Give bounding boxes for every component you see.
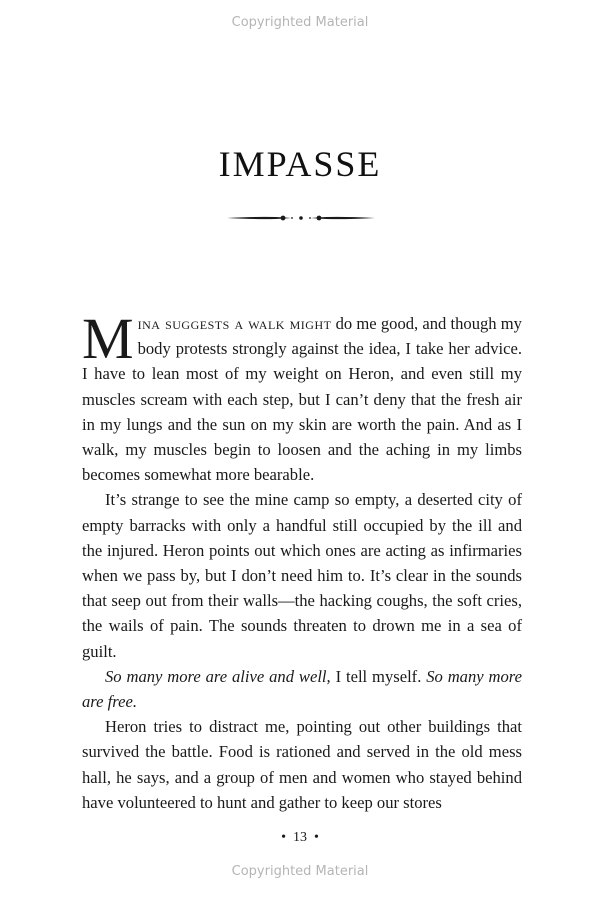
paragraph-2: It’s strange to see the mine camp so empty, a deserted city of empty barracks with only a handful still occupied by the ill and the injured. Heron points out which ones are acting as infirmaries when we pass by, but I don’t need him to. It’s clear in the sounds that seep out from their walls—the hacking coughs, the soft cries, the wails of pain. The sounds threaten to drown me in a sea of guilt.	[82, 490, 522, 661]
paragraph-3	[82, 664, 522, 714]
page-number	[0, 830, 600, 846]
bullet-right-icon: •	[314, 830, 319, 845]
chapter-body	[82, 306, 522, 815]
paragraph-1-text: do me good, and though my body protests strongly against the idea, I take her advice. I have to lean most of my weight on Heron, and even still my muscles scream with each step, but I can’t deny that the fresh air in my lungs and the sun on my skin are worth the pain. And as I walk, my muscles begin to loosen and the aching in my limbs becomes somewhat more bearable.	[82, 314, 522, 485]
bullet-left-icon: •	[281, 830, 286, 845]
paragraph-1	[82, 306, 522, 487]
drop-cap: M	[82, 306, 134, 371]
page-number-value: 13	[293, 830, 307, 845]
copyright-watermark-bottom: Copyrighted Material	[231, 864, 369, 879]
paragraph-3-text: I tell myself.	[330, 666, 427, 686]
chapter-title: IMPASSE	[218, 144, 382, 184]
copyright-watermark-top: Copyrighted Material	[231, 15, 369, 30]
ornament-divider-icon	[225, 209, 377, 227]
opening-small-caps: ina suggests a walk might	[137, 314, 332, 333]
italic-thought-1: So many more are alive and well,	[105, 666, 331, 686]
italic-thought-2: So many more are free.	[82, 666, 522, 712]
paragraph-4: Heron tries to distract me, pointing out other buildings that survived the battle. Food is rationed and served in the old mess hall, he says, and a group of men and women who stayed behind have volunteered to hunt and gather to keep our stores	[82, 717, 522, 812]
